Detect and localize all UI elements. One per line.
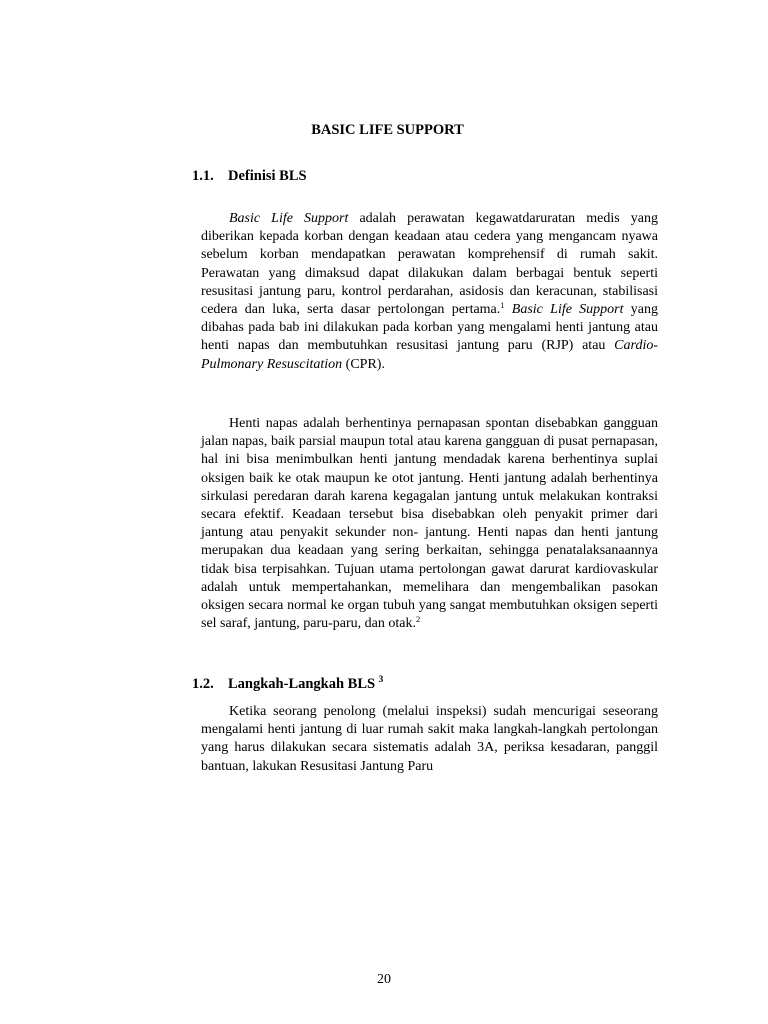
paragraph-text: Henti napas adalah berhentinya pernapasan spontan disebabkan gangguan jalan napas, baik parsial maupun total atau karena gangguan di pusat pernapasan, hal ini bisa menimbulkan henti jantung mendadak karena berhentinya suplai oksigen baik ke otak maupun ke otot jantung. Henti jantung adalah berhentinya sirkulasi peredaran darah karena kegagalan jantung untuk melakukan kontraksi secara efektif. Keadaan tersebut bisa disebabkan oleh penyakit primer dari jantung atau penyakit sekunder non- jantung. Henti napas dan henti jantung merupakan dua keadaan yang sering berkaitan, sehingga penatalaksanaannya tidak bisa terpisahkan. Tujuan utama pertolongan gawat darurat kardiovaskular adalah untuk mempertahankan, memelihara dan mengembalikan pasokan oksigen secara normal ke organ tubuh yang sangat membutuhkan oksigen seperti sel saraf, jantung, paru-paru, dan otak. xyxy=(201,416,658,632)
paragraph-text: yang dibahas pada bab ini dilakukan pada korban yang mengalami henti jantung atau henti napas dan membutuhkan resusitasi jantung paru (RJP) atau xyxy=(201,302,658,354)
italic-term: Basic Life Support xyxy=(229,211,349,226)
italic-term: Cardio-Pulmonary Resuscitation xyxy=(201,338,658,372)
paragraph-henti-napas xyxy=(201,415,658,633)
section-heading-langkah xyxy=(192,675,383,693)
paragraph-definition xyxy=(201,210,658,374)
section-heading-text: Langkah-Langkah BLS xyxy=(228,676,376,692)
paragraph-text: Ketika seorang penolong (melalui inspeksi) sudah mencurigai seseorang mengalami henti jantung di luar rumah sakit maka langkah-langkah pertolongan yang harus dilakukan secara sistematis adalah 3A, periksa kesadaran, panggil bantuan, lakukan Resusitasi Jantung Paru xyxy=(201,704,658,774)
section-number: 1.1. xyxy=(192,168,214,184)
paragraph-langkah xyxy=(201,703,658,776)
footnote-ref: 1 xyxy=(500,300,505,311)
page-number: 20 xyxy=(377,972,391,987)
footnote-ref: 3 xyxy=(378,674,384,684)
section-heading-text: Definisi BLS xyxy=(228,168,307,184)
italic-term: Basic Life Support xyxy=(511,302,624,318)
section-number: 1.2. xyxy=(192,676,214,692)
paragraph-text: (CPR). xyxy=(342,356,385,372)
footnote-ref: 2 xyxy=(415,614,421,625)
paragraph-text: adalah perawatan kegawatdaruratan medis yang diberikan kepada korban dengan keadaan atau cedera yang mengancam nyawa sebelum korban mendapatkan perawatan komprehensif di rumah sakit. Perawatan yang dimaksud dapat dilakukan dalam berbagai bentuk seperti resusitasi jantung paru, kontrol perdarahan, asidosis dan keracunan, stabilisasi cedera dan luka, serta dasar pertolongan pertama. xyxy=(201,211,658,318)
section-heading-definisi xyxy=(192,167,307,185)
chapter-title: BASIC LIFE SUPPORT xyxy=(311,122,464,138)
